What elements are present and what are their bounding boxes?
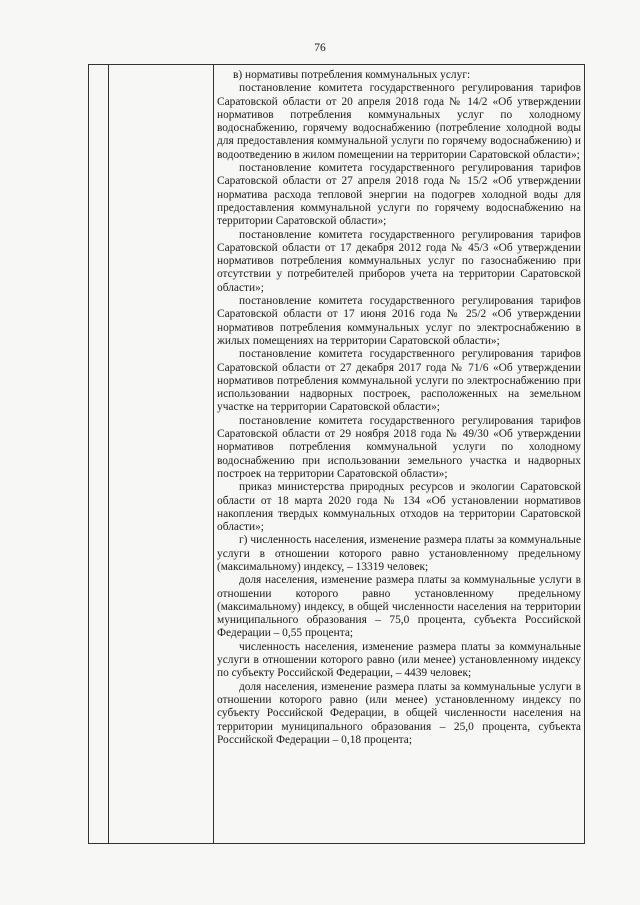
paragraph: доля населения, изменение размера платы за коммунальные услуги в отношении которого равно установленному предельному (максимальному) индексу, в общей численности населения на территории муниципального образования – 75,0 процента, субъекта Российской Федерации – 0,55 процента; — [217, 574, 581, 640]
paragraph: постановление комитета государственного регулирования тарифов Саратовской области от 29 ноября 2018 года № 49/30 «Об утверждении нормативов потребления коммунальной услуги по холодному водоснабжению при использовании земельного участка и надворных построек на территории Саратовской области»; — [217, 414, 581, 480]
paragraph: постановление комитета государственного регулирования тарифов Саратовской области от 17 декабря 2012 года № 45/3 «Об утверждении нормативов потребления коммунальных услуг по газоснабжению при отсутствии у потребителей приборов учета на территории Саратовской области»; — [217, 228, 581, 294]
paragraph: постановление комитета государственного регулирования тарифов Саратовской области от 27 декабря 2017 года № 71/6 «Об утверждении нормативов потребления коммунальной услуги по электроснабжению при использовании надворных построек, расположенных на земельном участке на территории Саратовской области»; — [217, 348, 581, 414]
column-divider — [108, 65, 109, 843]
page-number: 76 — [314, 42, 326, 54]
paragraph: приказ министерства природных ресурсов и экологии Саратовской области от 18 марта 2020 года № 134 «Об установлении нормативов накопления твердых коммунальных отходов на территории Саратовской области»; — [217, 481, 581, 534]
document-table — [88, 64, 585, 844]
table-content-cell — [217, 69, 581, 747]
column-divider — [213, 65, 214, 843]
paragraph: г) численность населения, изменение размера платы за коммунальные услуги в отношении которого равно установленному предельному (максимальному) индексу, – 13319 человек; — [217, 534, 581, 573]
paragraph: численность населения, изменение размера платы за коммунальные услуги в отношении которого равно (или менее) установленному индексу по субъекту Российской Федерации, – 4439 человек; — [217, 640, 581, 680]
section-heading: в) нормативы потребления коммунальных услуг: — [233, 69, 471, 81]
paragraph: постановление комитета государственного регулирования тарифов Саратовской области от 17 июня 2016 года № 25/2 «Об утверждении нормативов потребления коммунальных услуг по электроснабжению в жилых помещениях на территории Саратовской области»; — [217, 295, 581, 347]
paragraph: постановление комитета государственного регулирования тарифов Саратовской области от 27 апреля 2018 года № 15/2 «Об утверждении норматива расхода тепловой энергии на подогрев холодной воды для предоставления коммунальной услуги по горячему водоснабжению на территории Саратовской области»; — [217, 162, 581, 228]
paragraph: доля населения, изменение размера платы за коммунальные услуги в отношении которого равно (или менее) установленному индексу по субъекту Российской Федерации, в общей численности населения на территории муниципального образования – 25,0 процента, субъекта Российской Федерации – 0,18 процента; — [217, 680, 581, 746]
paragraph: постановление комитета государственного регулирования тарифов Саратовской области от 20 апреля 2018 года № 14/2 «Об утверждении нормативов потребления коммунальных услуг по холодному водоснабжению, горячему водоснабжению (потребление холодной воды для предоставления коммунальной услуги по горячему водоснабжению) и водоотведению в жилом помещении на территории Саратовской области»; — [217, 82, 581, 161]
